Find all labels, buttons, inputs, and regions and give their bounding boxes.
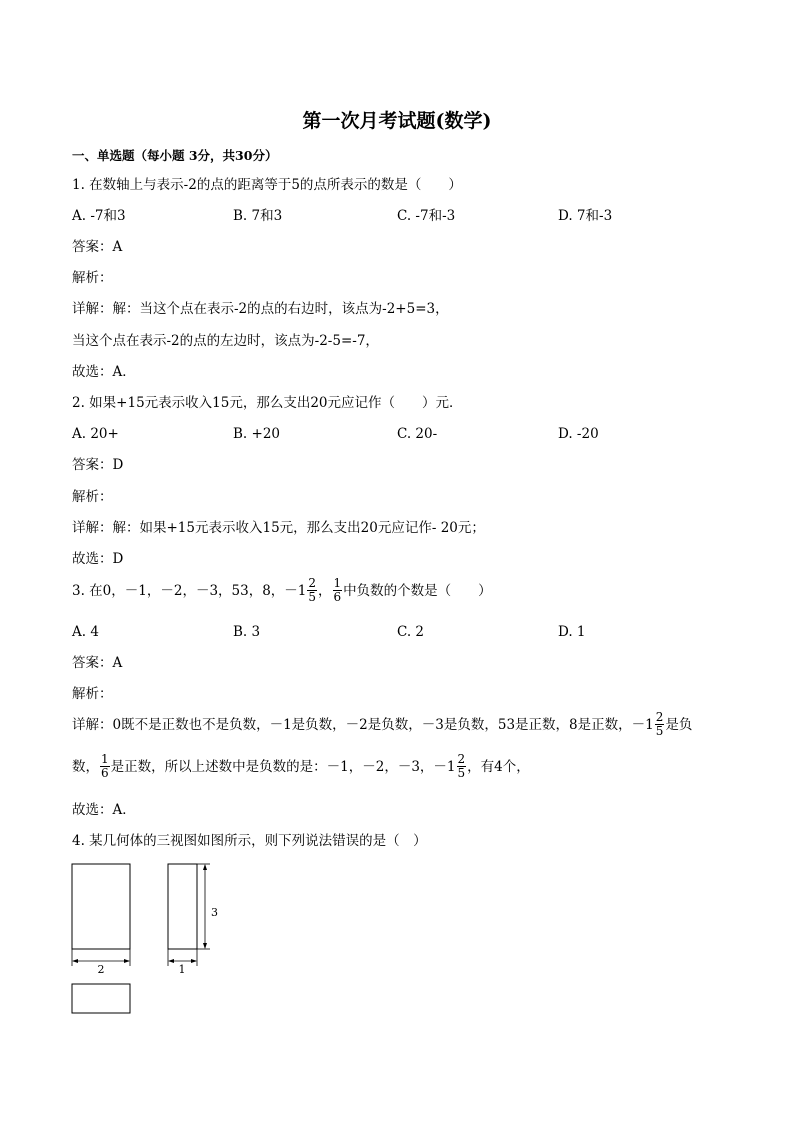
q3-detail-2-fraction-1 [100,753,110,780]
q3-option-c: C. 2 [397,624,425,640]
q1-option-c: C. -7和-3 [397,208,456,224]
q3-detail-2-fraction-2 [457,753,467,780]
q2-answer: 答案：D [72,457,124,473]
front-width-label: 2 [97,963,105,976]
q1-detail-2: 当这个点在表示-2的点的左边时，该点为-2-5=-7， [72,333,379,349]
q4-stem: 4. 某几何体的三视图如图所示，则下列说法错误的是（ ） [72,833,427,849]
page-title: 第一次月考试题(数学) [302,110,492,132]
q1-option-d: D. 7和-3 [558,208,613,224]
q3-conclusion: 故选：A． [72,802,136,818]
q3-stem [72,577,492,604]
fraction-numerator: 2 [308,576,317,590]
q3-fraction-1 [307,577,317,604]
q3-detail-1-part-b: 是负 [665,716,693,733]
fraction-numerator: 2 [655,710,664,724]
fraction-denominator: 6 [333,590,342,604]
arrow-head [72,959,78,963]
q2-option-b: B. +20 [233,426,280,442]
side-view [168,864,197,949]
q2-option-c: C. 20- [397,426,438,442]
q3-detail-2-part-c: ，有4个， [467,758,530,775]
q3-option-d: D. 1 [558,624,586,640]
q3-detail-fraction [655,711,665,738]
q1-detail-1: 详解：解：当这个点在表示-2的点的右边时，该点为-2+5=3， [72,301,449,317]
q2-stem: 2. 如果+15元表示收入15元，那么支出20元应记作（ ）元． [72,395,463,411]
front-view [72,864,130,949]
q1-answer: 答案：A [72,239,123,255]
top-view [72,984,130,1013]
q2-detail: 详解：解：如果+15元表示收入15元，那么支出20元应记作- 20元； [72,520,485,536]
arrow-head [203,943,207,949]
q3-option-b: B. 3 [233,624,261,640]
q3-answer: 答案：A [72,655,123,671]
fraction-denominator: 6 [101,766,109,780]
q2-option-a: A. 20+ [72,426,119,442]
q1-option-b: B. 7和3 [233,208,283,224]
fraction-numerator: 1 [101,752,109,766]
q2-conclusion: 故选：D [72,551,124,567]
side-width-label: 1 [178,963,186,976]
q1-conclusion: 故选：A． [72,364,136,380]
q1-analysis-label: 解析： [72,270,113,286]
q1-stem: 1. 在数轴上与表示-2的点的距离等于5的点所表示的数是（ ） [72,177,462,193]
arrow-head [168,959,174,963]
q3-stem-part-b: ， [318,582,332,599]
fraction-denominator: 5 [457,766,466,780]
three-view-figure [60,858,230,1018]
height-label: 3 [211,906,218,919]
q2-analysis-label: 解析： [72,489,113,505]
q3-stem-part-a: 3. 在0，－1，－2，－3，53，8，－1 [72,582,307,599]
q3-stem-part-c: 中负数的个数是（ ） [343,582,492,599]
q3-analysis-label: 解析： [72,686,113,702]
fraction-numerator: 2 [457,752,466,766]
q3-detail-1-part-a: 详解：0既不是正数也不是负数，－1是负数，－2是负数，－3是负数，53是正数，8是正数，－1 [72,716,654,733]
q3-detail-2-part-a: 数， [72,758,99,775]
arrow-head [191,959,197,963]
q2-option-d: D. -20 [558,426,599,442]
q3-option-a: A. 4 [72,624,99,640]
arrow-head [124,959,130,963]
fraction-numerator: 1 [333,576,342,590]
section-heading: 一、单选题（每小题 3分，共30分） [72,148,278,163]
arrow-head [203,864,207,870]
fraction-denominator: 5 [308,590,317,604]
q3-fraction-2 [333,577,343,604]
q3-detail-2 [72,753,530,780]
fraction-denominator: 5 [655,724,664,738]
q1-option-a: A. -7和3 [72,208,126,224]
q3-detail-2-part-b: 是正数，所以上述数中是负数的是：－1，－2，－3，－1 [110,758,456,775]
q3-detail-1 [72,711,692,738]
